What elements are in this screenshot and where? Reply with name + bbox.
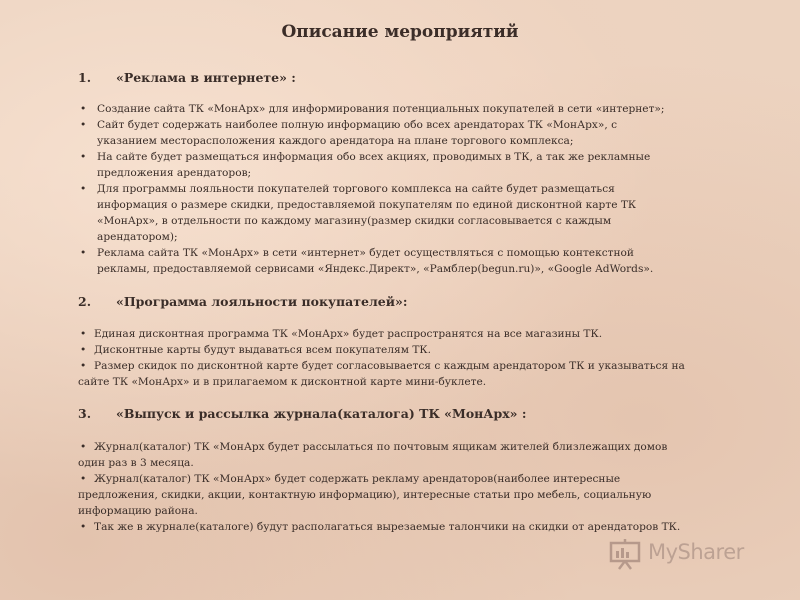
- section-3-heading: [78, 406, 526, 421]
- list-item: Так же в журнале(каталоге) будут располагаться вырезаемые талончики на скидки от арендаторов ТК.: [94, 521, 681, 533]
- list-item: «МонАрх», в отдельности по каждому магазину(размер скидки согласовывается с каждым: [97, 215, 612, 227]
- bullet-icon: •: [80, 151, 87, 163]
- list-item: Реклама сайта ТК «МонАрх» в сети «интернет» будет осуществляться с помощью контекстной: [97, 247, 634, 259]
- section-1-heading: [78, 70, 296, 85]
- list-item: рекламы, предоставляемой сервисами «Яндекс.Директ», «Рамблер(begun.ru)», «Google AdWords».: [97, 263, 654, 275]
- section-2-heading: [78, 294, 407, 309]
- bullet-icon: •: [80, 344, 87, 356]
- section-2-number: 2.: [78, 294, 92, 309]
- list-item: предложения, скидки, акции, контактную информацию), интересные статьи про мебель, социальную: [78, 489, 652, 501]
- list-item: Для программы лояльности покупателей торгового комплекса на сайте будет размещаться: [97, 183, 615, 195]
- list-item: арендатором);: [97, 231, 178, 243]
- section-2-title: «Программа лояльности покупателей»:: [116, 294, 408, 309]
- list-item: Журнал(каталог) ТК «МонАрх» будет содержать рекламу арендаторов(наиболее интересные: [94, 473, 621, 485]
- bullet-icon: •: [80, 441, 87, 453]
- bullet-icon: •: [80, 521, 87, 533]
- section-3-title: «Выпуск и рассылка журнала(каталога) ТК «МонАрх» :: [116, 406, 527, 421]
- list-item: информация о размере скидки, предоставляемой покупателям по единой дисконтной карте ТК: [97, 199, 637, 211]
- list-item: один раз в 3 месяца.: [78, 457, 194, 469]
- list-item: Сайт будет содержать наиболее полную информацию обо всех арендаторах ТК «МонАрх», с: [97, 119, 618, 131]
- list-item: указанием месторасположения каждого арендатора на плане торгового комплекса;: [97, 135, 574, 147]
- list-item: Создание сайта ТК «МонАрх» для информирования потенциальных покупателей в сети «интернет»;: [97, 103, 665, 115]
- list-item: сайте ТК «МонАрх» и в прилагаемом к дисконтной карте мини-буклете.: [78, 376, 487, 388]
- list-item: Журнал(каталог) ТК «МонАрх будет рассылаться по почтовым ящикам жителей близлежащих домов: [94, 441, 668, 453]
- bullet-icon: •: [80, 103, 87, 115]
- presentation-board-icon: [608, 538, 642, 570]
- bullet-icon: •: [80, 183, 87, 195]
- bullet-icon: •: [80, 473, 87, 485]
- list-item: информацию района.: [78, 505, 198, 517]
- section-1-title: «Реклама в интернете» :: [116, 70, 296, 85]
- watermark-logo: [606, 536, 766, 572]
- bullet-icon: •: [80, 328, 87, 340]
- list-item: Единая дисконтная программа ТК «МонАрх» будет распространятся на все магазины ТК.: [94, 328, 603, 340]
- list-item: предложения арендаторов;: [97, 167, 252, 179]
- list-item: Размер скидок по дисконтной карте будет согласовывается с каждым арендатором ТК и указываться на: [94, 360, 685, 372]
- bullet-icon: •: [80, 119, 87, 131]
- watermark-text: MySharer: [648, 540, 744, 564]
- list-item: На сайте будет размещаться информация обо всех акциях, проводимых в ТК, а так же рекламные: [97, 151, 651, 163]
- section-3-number: 3.: [78, 406, 92, 421]
- bullet-icon: •: [80, 360, 87, 372]
- section-1-number: 1.: [78, 70, 92, 85]
- bullet-icon: •: [80, 247, 87, 259]
- slide-title: Описание мероприятий: [281, 22, 519, 42]
- list-item: Дисконтные карты будут выдаваться всем покупателям ТК.: [94, 344, 431, 356]
